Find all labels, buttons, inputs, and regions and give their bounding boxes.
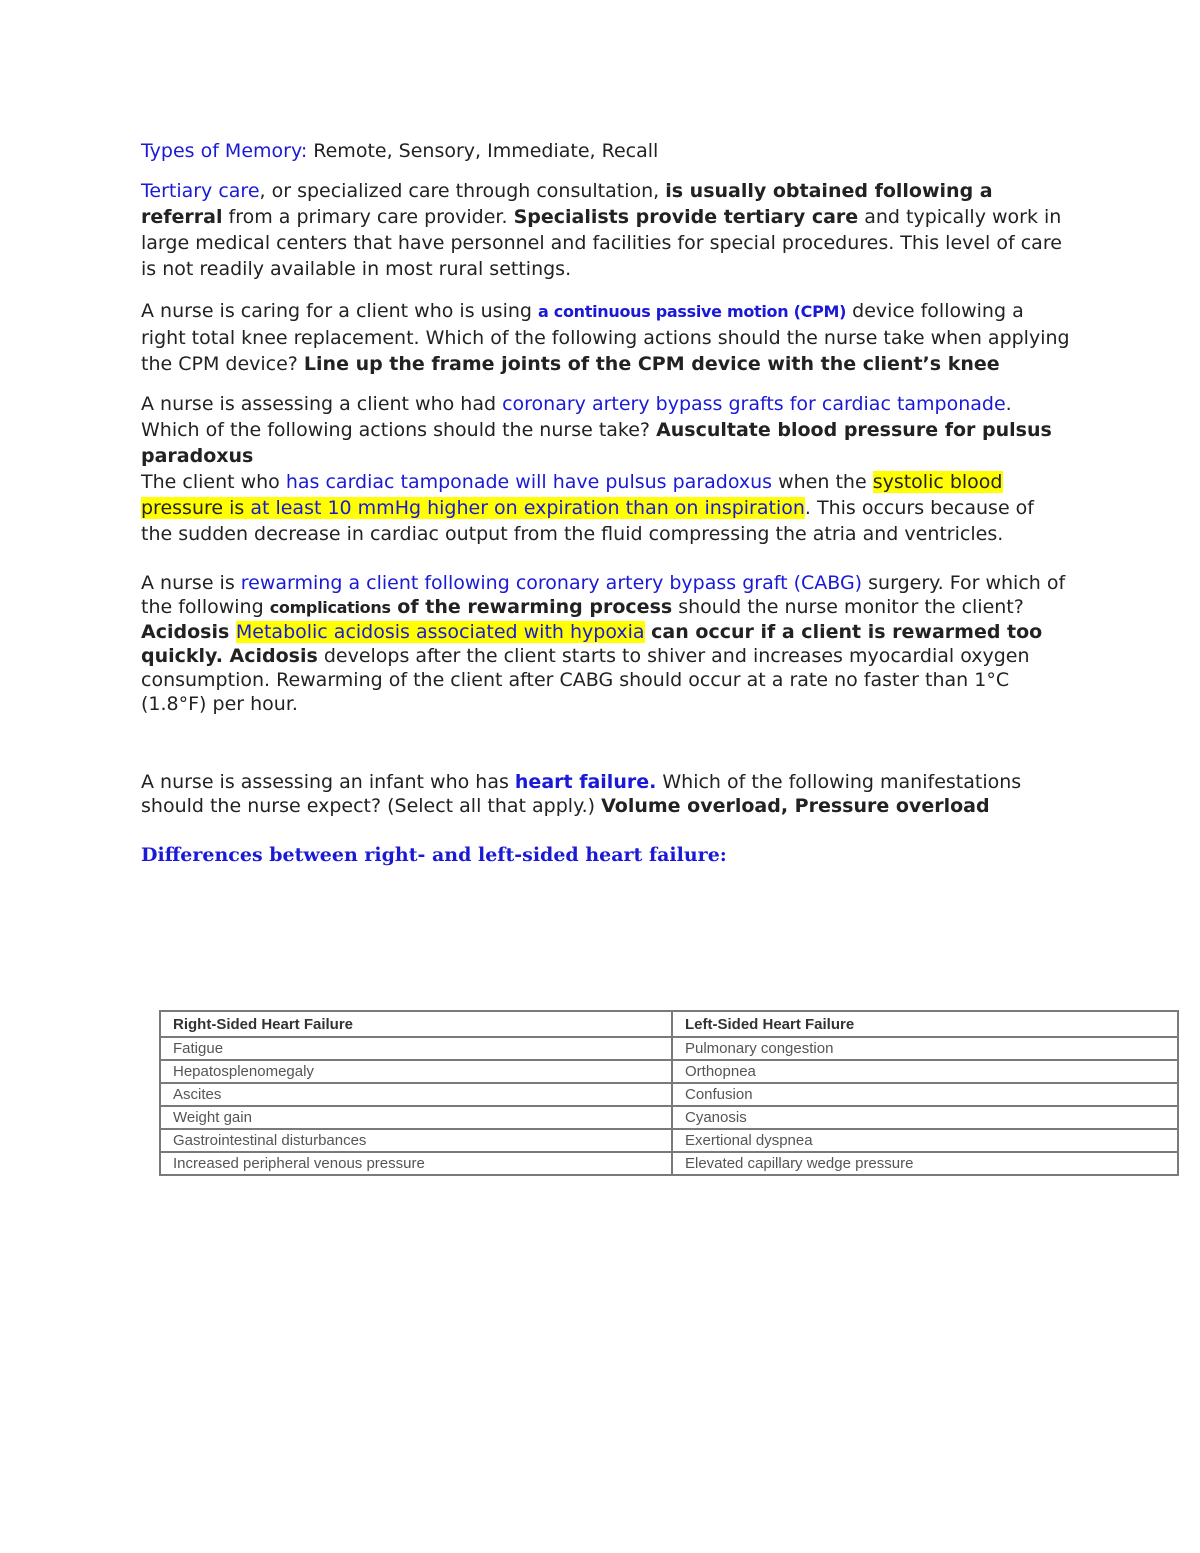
cpm-answer: Line up the frame joints of the CPM device with the client’s knee: [303, 353, 1000, 375]
rewarm-text-2: surgery. For which of the following: [141, 572, 1066, 618]
pulsus-text-2: when the: [772, 471, 873, 493]
tamponade-answer: Auscultate blood pressure for pulsus paradoxus: [141, 419, 1052, 467]
table-cell: Weight gain: [160, 1106, 672, 1129]
infant-text-1: A nurse is assessing an infant who has: [141, 771, 515, 793]
tamponade-term: coronary artery bypass grafts for cardiac tamponade: [502, 393, 1006, 415]
table-cell: Fatigue: [160, 1037, 672, 1060]
tamponade-text-1: A nurse is assessing a client who had: [141, 393, 503, 415]
acidosis-answer-paragraph: [141, 620, 1071, 716]
tertiary-care-term: Tertiary care: [141, 180, 260, 202]
acidosis-text: develops after the client starts to shiver and increases myocardial oxygen consumption. Rewarming of the client after CABG should occur at a rate no faster than 1°C (1.8°F) per hour.: [141, 645, 1030, 715]
table-row: [160, 1129, 1178, 1152]
tertiary-care-paragraph: [141, 178, 1071, 282]
tamponade-question-paragraph: [141, 391, 1071, 469]
infant-term: heart failure.: [514, 771, 657, 793]
tamponade-text-2: . Which of the following actions should the nurse take?: [141, 393, 1012, 441]
acidosis-answer: Acidosis: [141, 621, 236, 643]
cpm-text-1: A nurse is caring for a client who is using: [141, 300, 538, 322]
infant-question-paragraph: [141, 770, 1071, 818]
table-row: [160, 1060, 1178, 1083]
table-cell: Elevated capillary wedge pressure: [672, 1152, 1178, 1175]
tertiary-text-1: , or specialized care through consultation,: [259, 180, 666, 202]
rewarm-text-1: A nurse is: [141, 572, 241, 594]
memory-paragraph: [141, 138, 1071, 164]
table-cell: Confusion: [672, 1083, 1178, 1106]
pulsus-term: has cardiac tamponade will have pulsus paradoxus: [285, 471, 773, 493]
memory-label: Types of Memory:: [141, 140, 308, 162]
table-cell: Increased peripheral venous pressure: [160, 1152, 672, 1175]
header-right-sided: Right-Sided Heart Failure: [160, 1011, 672, 1037]
tertiary-text-2: from a primary care provider.: [222, 206, 514, 228]
tertiary-bold-2: Specialists provide tertiary care: [513, 206, 859, 228]
tertiary-bold-1: is usually obtained following a referral: [141, 180, 993, 228]
table-cell: Exertional dyspnea: [672, 1129, 1178, 1152]
tertiary-text-3: and typically work in large medical centers that have personnel and facilities for special procedures. This level of care is not readily available in most rural settings.: [141, 206, 1062, 280]
pulsus-text-3: . This occurs because of the sudden decrease in cardiac output from the fluid compressing the atria and ventricles.: [141, 497, 1034, 545]
rewarming-question-paragraph: [141, 571, 1071, 620]
heart-failure-table: [159, 1010, 1179, 1176]
table-cell: Gastrointestinal disturbances: [160, 1129, 672, 1152]
memory-types: Remote, Sensory, Immediate, Recall: [307, 140, 659, 162]
rewarm-bold: of the rewarming process: [390, 596, 673, 618]
table-header-row: [160, 1011, 1178, 1037]
table-cell: Orthopnea: [672, 1060, 1178, 1083]
acidosis-highlight: Metabolic acidosis associated with hypoxia: [235, 621, 645, 643]
document-body: [141, 138, 1071, 868]
table-cell: Pulmonary congestion: [672, 1037, 1178, 1060]
table-row: [160, 1106, 1178, 1129]
table-row: [160, 1152, 1178, 1175]
pulsus-text-1: The client who: [141, 471, 286, 493]
cpm-device-term: a continuous passive motion (CPM): [538, 302, 847, 321]
table-cell: Hepatosplenomegaly: [160, 1060, 672, 1083]
acidosis-bold: can occur if a client is rewarmed too quickly. Acidosis: [141, 621, 1043, 667]
table-cell: Ascites: [160, 1083, 672, 1106]
cpm-text-2: device following a right total knee replacement. Which of the following actions should the nurse take when applying the CPM device?: [141, 300, 1070, 375]
pulsus-highlight-1: systolic blood pressure is: [141, 471, 1003, 519]
infant-answer: Volume overload, Pressure overload: [601, 795, 990, 817]
table-row: [160, 1037, 1178, 1060]
pulsus-explanation-paragraph: [141, 469, 1071, 547]
table-cell: Cyanosis: [672, 1106, 1178, 1129]
differences-heading: Differences between right- and left-sided heart failure:: [141, 844, 727, 866]
rewarm-term: rewarming a client following coronary artery bypass graft (CABG): [240, 572, 863, 594]
rewarm-complications: complications: [269, 598, 391, 617]
infant-text-2: Which of the following manifestations should the nurse expect? (Select all that apply.): [141, 771, 1022, 817]
cpm-question-paragraph: [141, 298, 1071, 377]
header-left-sided: Left-Sided Heart Failure: [672, 1011, 1178, 1037]
rewarm-text-3: should the nurse monitor the client?: [672, 596, 1024, 618]
pulsus-highlight-2: at least 10 mmHg higher on expiration than on inspiration: [250, 497, 805, 519]
table-row: [160, 1083, 1178, 1106]
